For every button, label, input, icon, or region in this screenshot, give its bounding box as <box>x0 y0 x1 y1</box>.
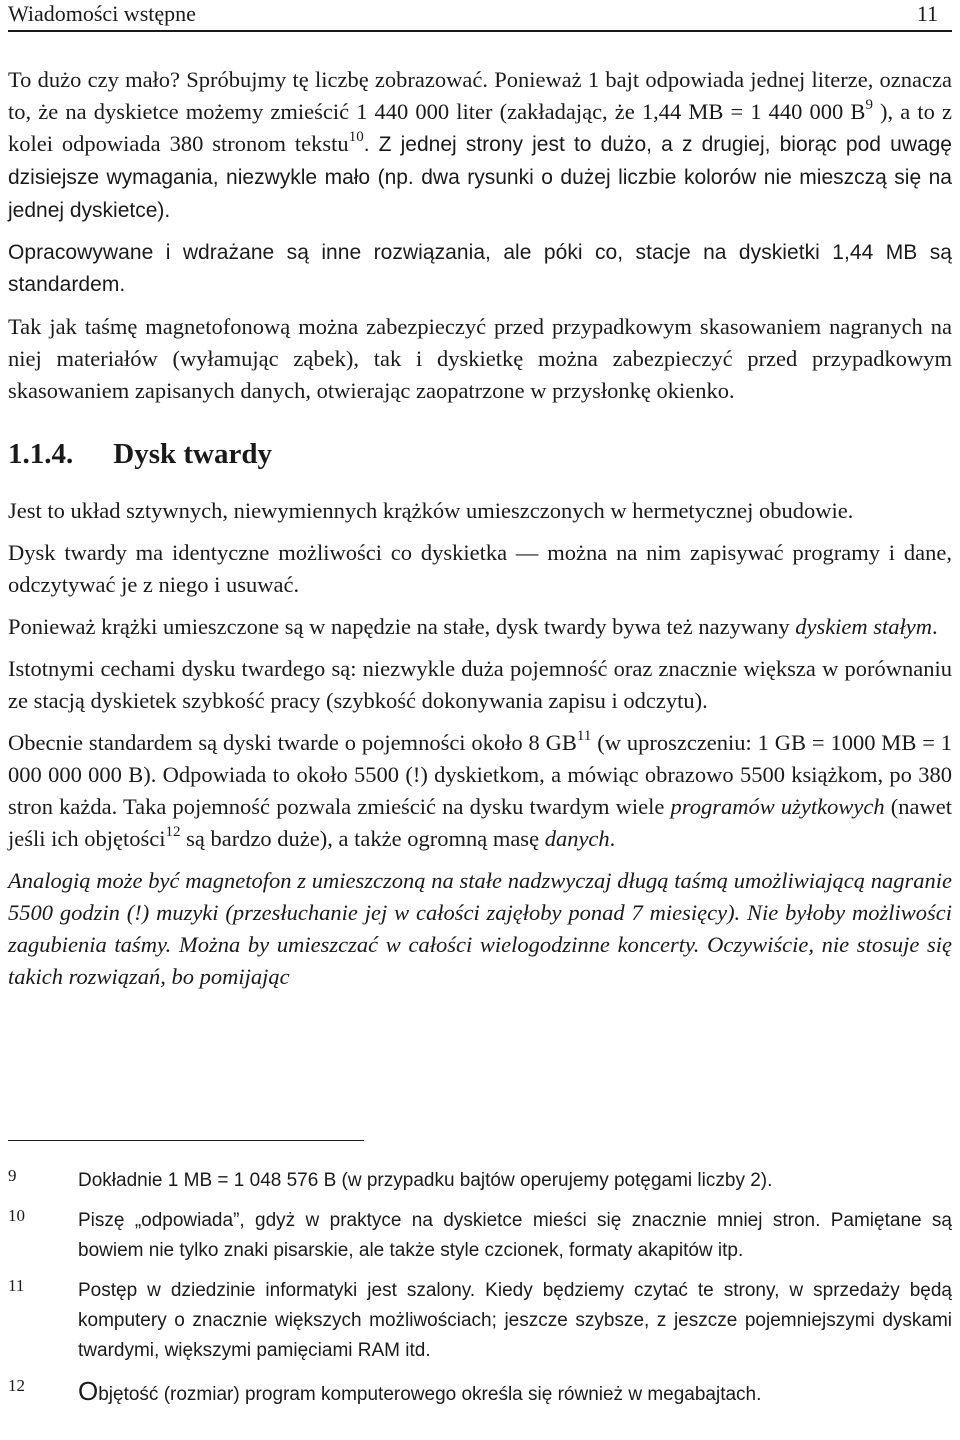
footnote-11 <box>8 1276 952 1366</box>
footnotes <box>8 1166 952 1420</box>
footnote-number: 10 <box>8 1206 25 1225</box>
footnote-text <box>78 1376 952 1410</box>
paragraph-hdd-capacity <box>8 727 952 855</box>
footnote-text-rest: bjętość (rozmiar) program komputerowego określa się również w megabajtach. <box>98 1384 762 1405</box>
footnote-number: 12 <box>8 1376 25 1395</box>
body-text <box>8 64 952 993</box>
footnote-ref-9[interactable]: 9 <box>865 96 873 113</box>
footnote-divider <box>8 1140 364 1141</box>
footnote-initial: O <box>78 1376 99 1406</box>
emphasis-term: danych <box>544 826 610 851</box>
footnote-ref-10[interactable]: 10 <box>348 128 364 145</box>
text-run: To dużo czy mało? Spróbujmy tę liczbę zobrazować. Ponieważ 1 bajt odpowiada jednej literze, oznacza to, że na dyskietce możemy zmieścić 1 440 000 liter (zakładając, że 1,44 MB = 1 440 000 B <box>8 67 952 124</box>
text-run: ), a to z kolei odpowiada 380 stronom tekstu <box>8 99 952 156</box>
paragraph-write-protect: Tak jak taśmę magnetofonową można zabezpieczyć przed przypadkowym skasowaniem nagranych na niej materiałów (wyłamując ząbek), tak i dyskietkę można zabezpieczyć przed przypadkowym skasowaniem zapisanych danych, otwierając zaopatrzone w przysłonkę okienko. <box>8 314 952 403</box>
paragraph-hdd-features: Istotnymi cechami dysku twardego są: niezwykle duża pojemność oraz znacznie większa w porównaniu ze stacją dyskietek szybkość pracy (szybkość dokonywania zapisu i odczytu). <box>8 656 952 713</box>
footnote-10 <box>8 1206 952 1266</box>
section-heading <box>8 437 952 471</box>
paragraph-hdd-fixed <box>8 611 952 643</box>
text-run: (w uproszczeniu: 1 GB = 1000 MB = 1 000 000 000 B). Odpowiada to około 5500 (!) dyskietkom, a mówiąc obrazowo 5500 książkom, po 380 stron każda. Taka pojemność pozwala zmieścić na dysku twardym wiele <box>8 730 952 819</box>
text-run: . <box>932 614 938 639</box>
footnote-number: 9 <box>8 1166 17 1185</box>
paragraph-alternatives: Opracowywane i wdrażane są inne rozwiązania, ale póki co, stacje na dyskietki 1,44 MB są standardem. <box>8 241 952 296</box>
footnote-text: Dokładnie 1 MB = 1 048 576 B (w przypadku bajtów operujemy potęgami liczby 2). <box>78 1170 773 1191</box>
footnote-ref-11[interactable]: 11 <box>576 727 592 744</box>
footnote-12 <box>8 1376 952 1410</box>
running-header <box>8 0 952 32</box>
text-run: są bardzo duże), a także ogromną masę <box>180 826 545 851</box>
footnote-text: Postęp w dziedzinie informatyki jest szalony. Kiedy będziemy czytać te strony, w sprzedaży będą komputery o znacznie większych możliwościach; jeszcze szybsze, z jeszcze pojemniejszymi dyskami twardymi, większymi pamięciami RAM itd. <box>78 1280 952 1361</box>
text-run: . Z jednej strony jest to dużo, a z drugiej, biorąc pod uwagę dzisiejsze wymagania, niezwykle mało (np. dwa rysunki o dużej liczbie kolorów nie mieszczą się na jednej dyskietce). <box>8 133 952 222</box>
emphasis-term: programów użytkowych <box>670 794 885 819</box>
footnote-number: 11 <box>8 1276 25 1295</box>
text-run: (nawet jeśli ich objętości <box>8 794 952 851</box>
paragraph-floppy-capacity <box>8 64 952 227</box>
chapter-title: Wiadomości wstępne <box>8 1 196 26</box>
paragraph-hdd-capabilities: Dysk twardy ma identyczne możliwości co dyskietka — można na nim zapisywać programy i dane, odczytywać je z niego i usuwać. <box>8 540 952 597</box>
footnote-ref-12[interactable]: 12 <box>165 823 181 840</box>
paragraph-hdd-definition: Jest to układ sztywnych, niewymiennych krążków umieszczonych w hermetycznej obudowie. <box>8 498 854 523</box>
paragraph-analogy: Analogią może być magnetofon z umieszczoną na stałe nadzwyczaj długą taśmą umożliwiającą nagranie 5500 godzin (!) muzyki (przesłuchanie jej w całości zajęłoby ponad 7 miesięcy). Nie byłoby możliwości zagubienia taśmy. Można by umieszczać w całości wielogodzinne koncerty. Oczywiście, nie stosuje się takich rozwiązań, bo pomijając <box>8 868 952 989</box>
footnote-9 <box>8 1166 952 1196</box>
emphasis-term: dyskiem stałym <box>795 614 933 639</box>
text-run: . <box>609 826 616 851</box>
page-number: 11 <box>916 1 938 26</box>
section-title: Dysk twardy <box>113 438 272 470</box>
section-number: 1.1.4. <box>8 438 74 470</box>
text-run: Ponieważ krążki umieszczone są w napędzie na stałe, dysk twardy bywa też nazywany <box>8 614 796 639</box>
footnote-text: Piszę „odpowiada”, gdyż w praktyce na dyskietce mieści się znacznie mniej stron. Pamiętane są bowiem nie tylko znaki pisarskie, ale także style czcionek, formaty akapitów itp. <box>78 1210 952 1261</box>
text-run: Obecnie standardem są dyski twarde o pojemności około 8 GB <box>8 730 577 755</box>
